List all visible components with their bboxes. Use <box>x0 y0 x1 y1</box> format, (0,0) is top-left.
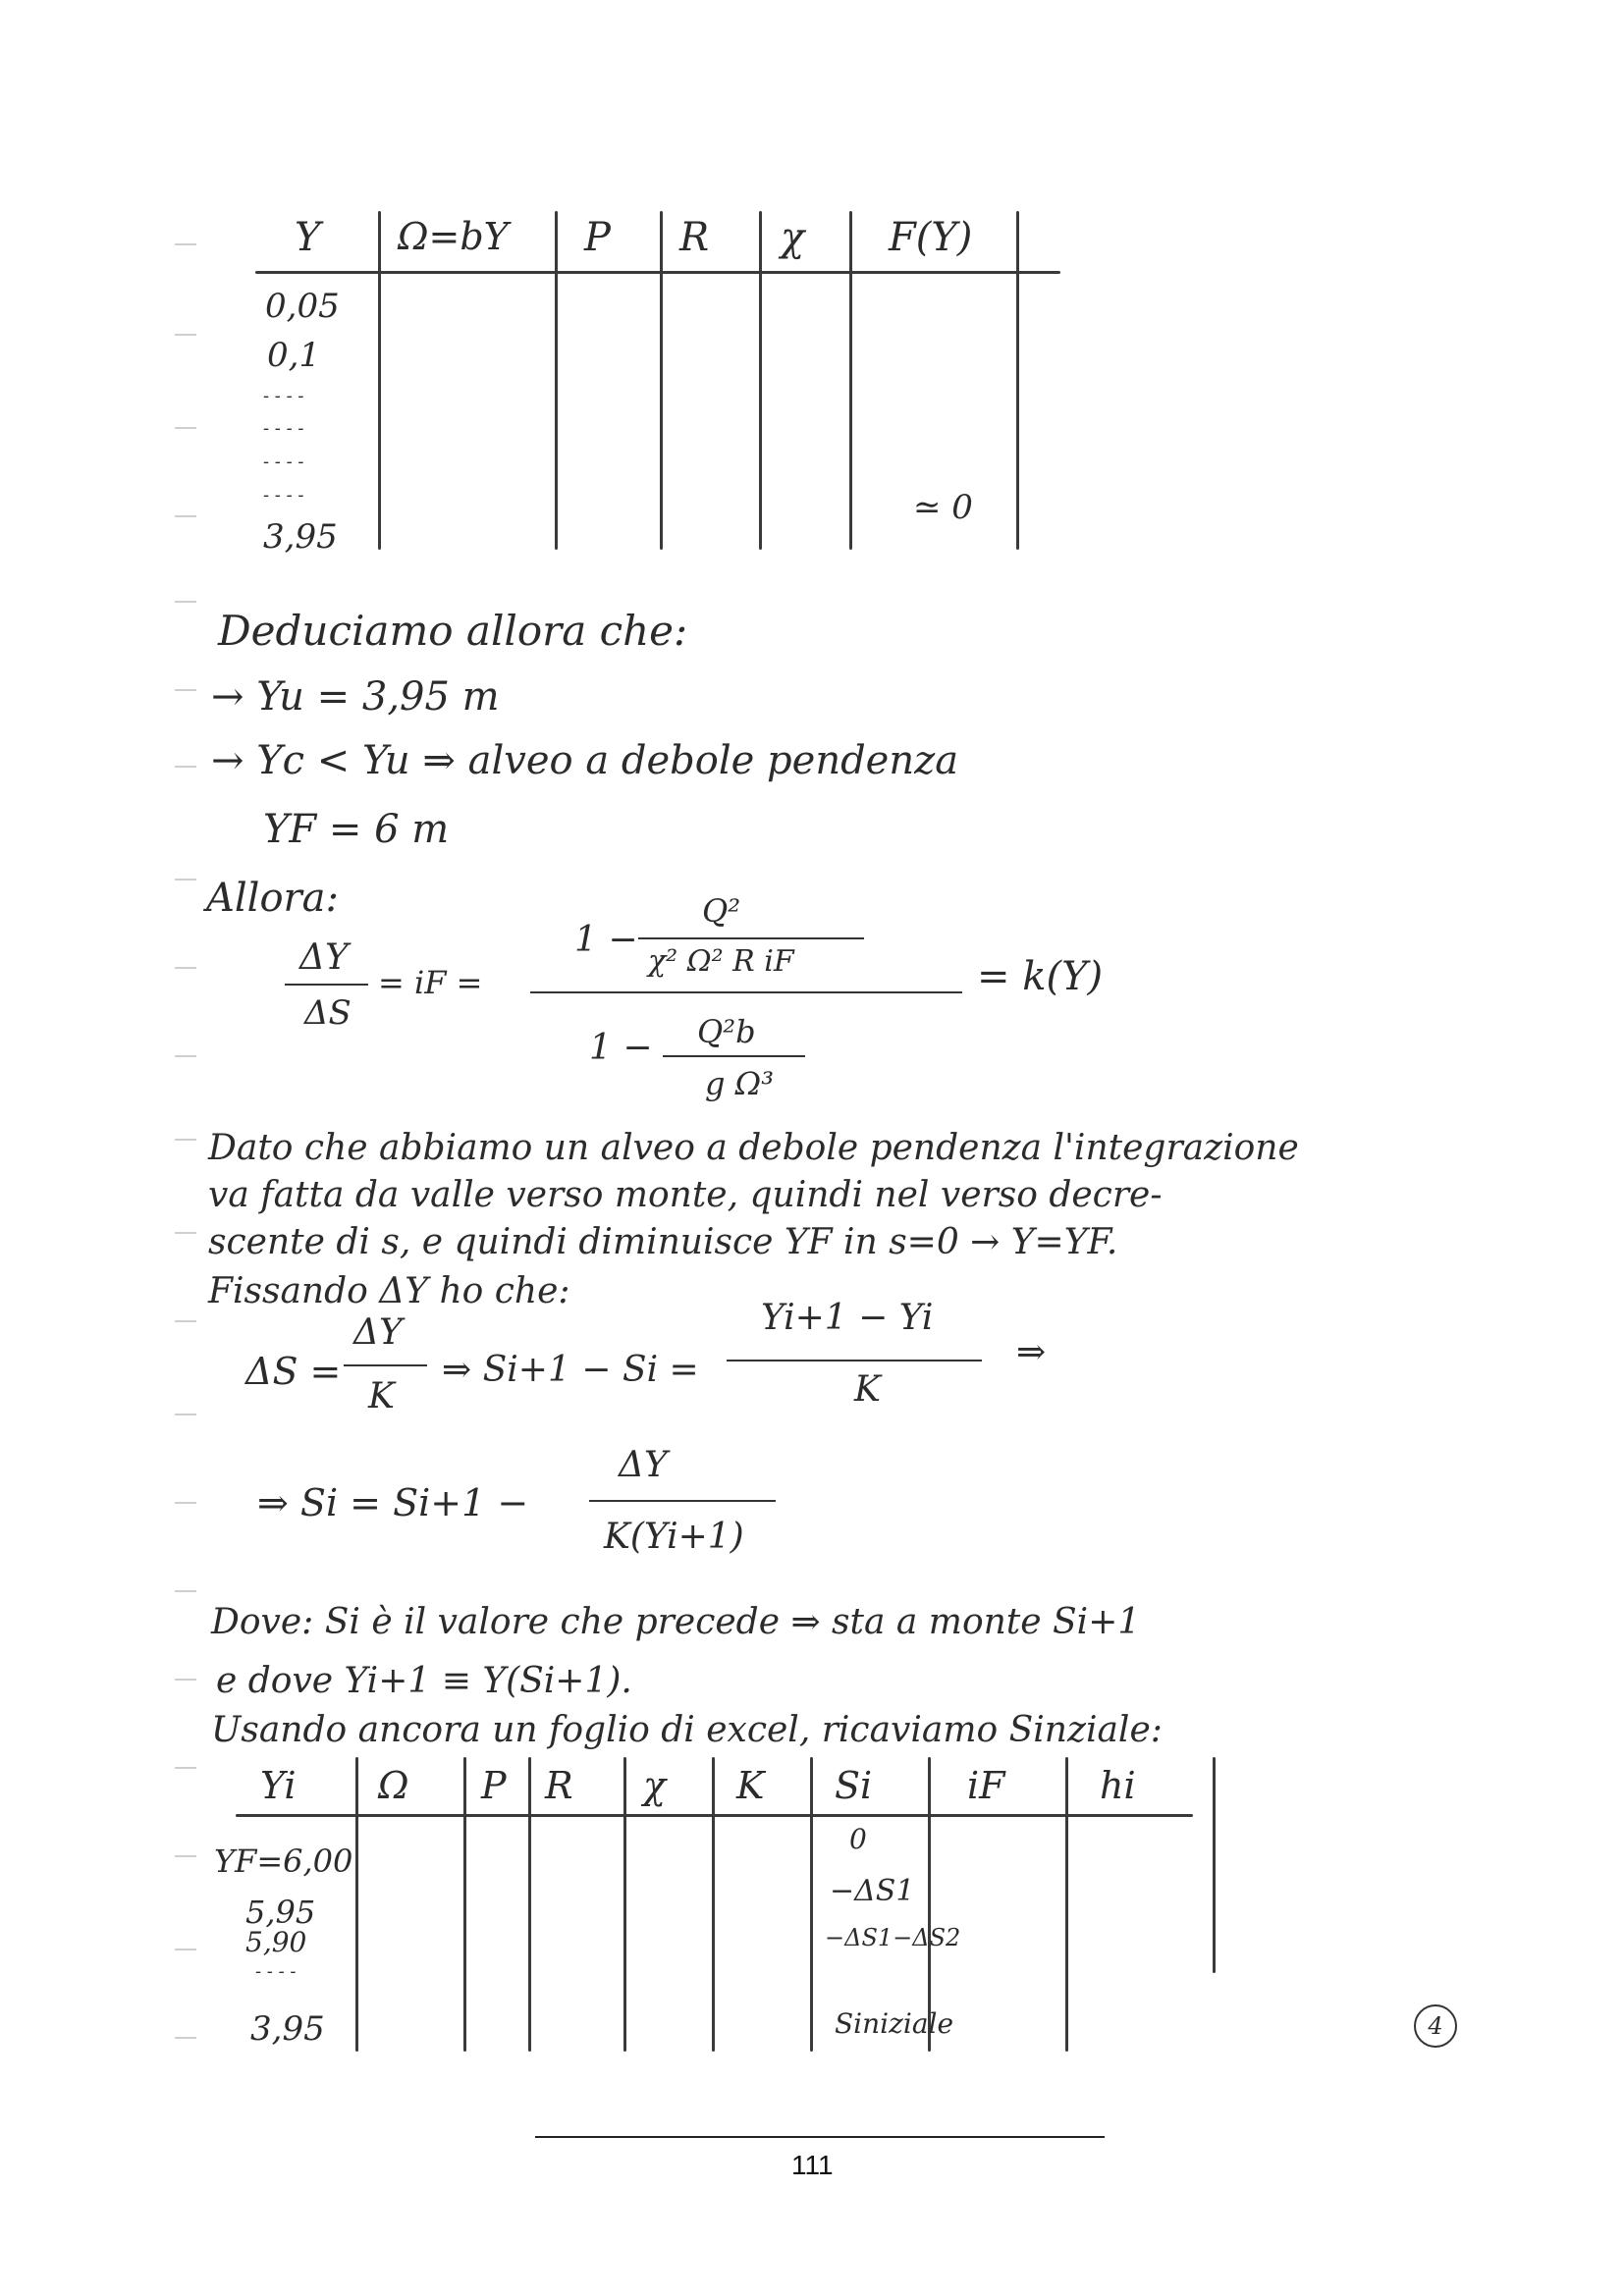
table1-fy-value: ≃ 0 <box>913 488 973 527</box>
table2-si-0: 0 <box>849 1823 867 1855</box>
table1-row-0: 0,05 <box>265 287 340 326</box>
table2-header-k: K <box>736 1764 765 1807</box>
circled-number: 4 <box>1414 2004 1457 2048</box>
table2-row-2: 5,90 <box>245 1926 307 1958</box>
table2-header-si: Si <box>835 1764 873 1807</box>
table1-row-5: - - - - <box>263 485 304 506</box>
paragraph-line-2: va fatta da valle verso monte, quindi nel verso decre- <box>208 1175 1163 1215</box>
usando-line: Usando ancora un foglio di excel, ricaviamo Sinziale: <box>211 1710 1163 1750</box>
table2-row-1: 5,95 <box>245 1894 316 1931</box>
dove-line: Dove: Si è il valore che precede ⇒ sta a monte Si+1 <box>211 1602 1141 1642</box>
table2-header-chi: χ <box>643 1764 667 1807</box>
table1-row-3: - - - - <box>263 418 304 439</box>
table2-header-if: iF <box>967 1764 1005 1807</box>
table2-header-yi: Yi <box>260 1764 297 1807</box>
table2-row-0: YF=6,00 <box>214 1842 353 1880</box>
deduciamo-line: Deduciamo allora che: <box>218 607 688 655</box>
table1-row-1: 0,1 <box>267 336 321 375</box>
table2-si-1: −ΔS1 <box>830 1874 915 1908</box>
table1-header-p: P <box>584 215 611 260</box>
table1-row-4: - - - - <box>263 452 304 472</box>
table1-row-2: - - - - <box>263 386 304 406</box>
yu-line: → Yu = 3,95 m <box>211 674 500 720</box>
table1-header-omega: Ω=bY <box>398 215 509 258</box>
table2-si-3: Siniziale <box>835 2007 954 2040</box>
table2-row-3: - - - - <box>255 1961 297 1982</box>
paragraph-line-4: Fissando ΔY ho che: <box>208 1271 570 1311</box>
table2-row-4: 3,95 <box>250 2009 325 2049</box>
table2-si-2: −ΔS1−ΔS2 <box>825 1924 961 1951</box>
table1-header-r: R <box>679 215 710 260</box>
footer-rule <box>535 2136 1105 2138</box>
edove-line: e dove Yi+1 ≡ Y(Si+1). <box>216 1661 632 1701</box>
paragraph-line-1: Dato che abbiamo un alveo a debole pendenza l'integrazione <box>208 1128 1299 1168</box>
table2-header-p: P <box>481 1764 507 1807</box>
yc-line: → Yc < Yu ⇒ alveo a debole pendenza <box>211 738 959 783</box>
table1-header-chi: χ <box>781 215 805 260</box>
table1-header-fy: F(Y) <box>889 215 973 260</box>
table1-row-6: 3,95 <box>263 517 338 557</box>
page-number: 111 <box>791 2150 834 2180</box>
paragraph-line-3: scente di s, e quindi diminuisce YF in s=0 → Y=YF. <box>208 1222 1118 1262</box>
yf-line: YF = 6 m <box>263 807 450 852</box>
table2-header-omega: Ω <box>378 1764 409 1807</box>
table1-header-y: Y <box>295 215 321 260</box>
table2-header-hi: hi <box>1100 1764 1136 1807</box>
allora-line: Allora: <box>206 876 339 921</box>
table2-header-r: R <box>545 1764 573 1807</box>
